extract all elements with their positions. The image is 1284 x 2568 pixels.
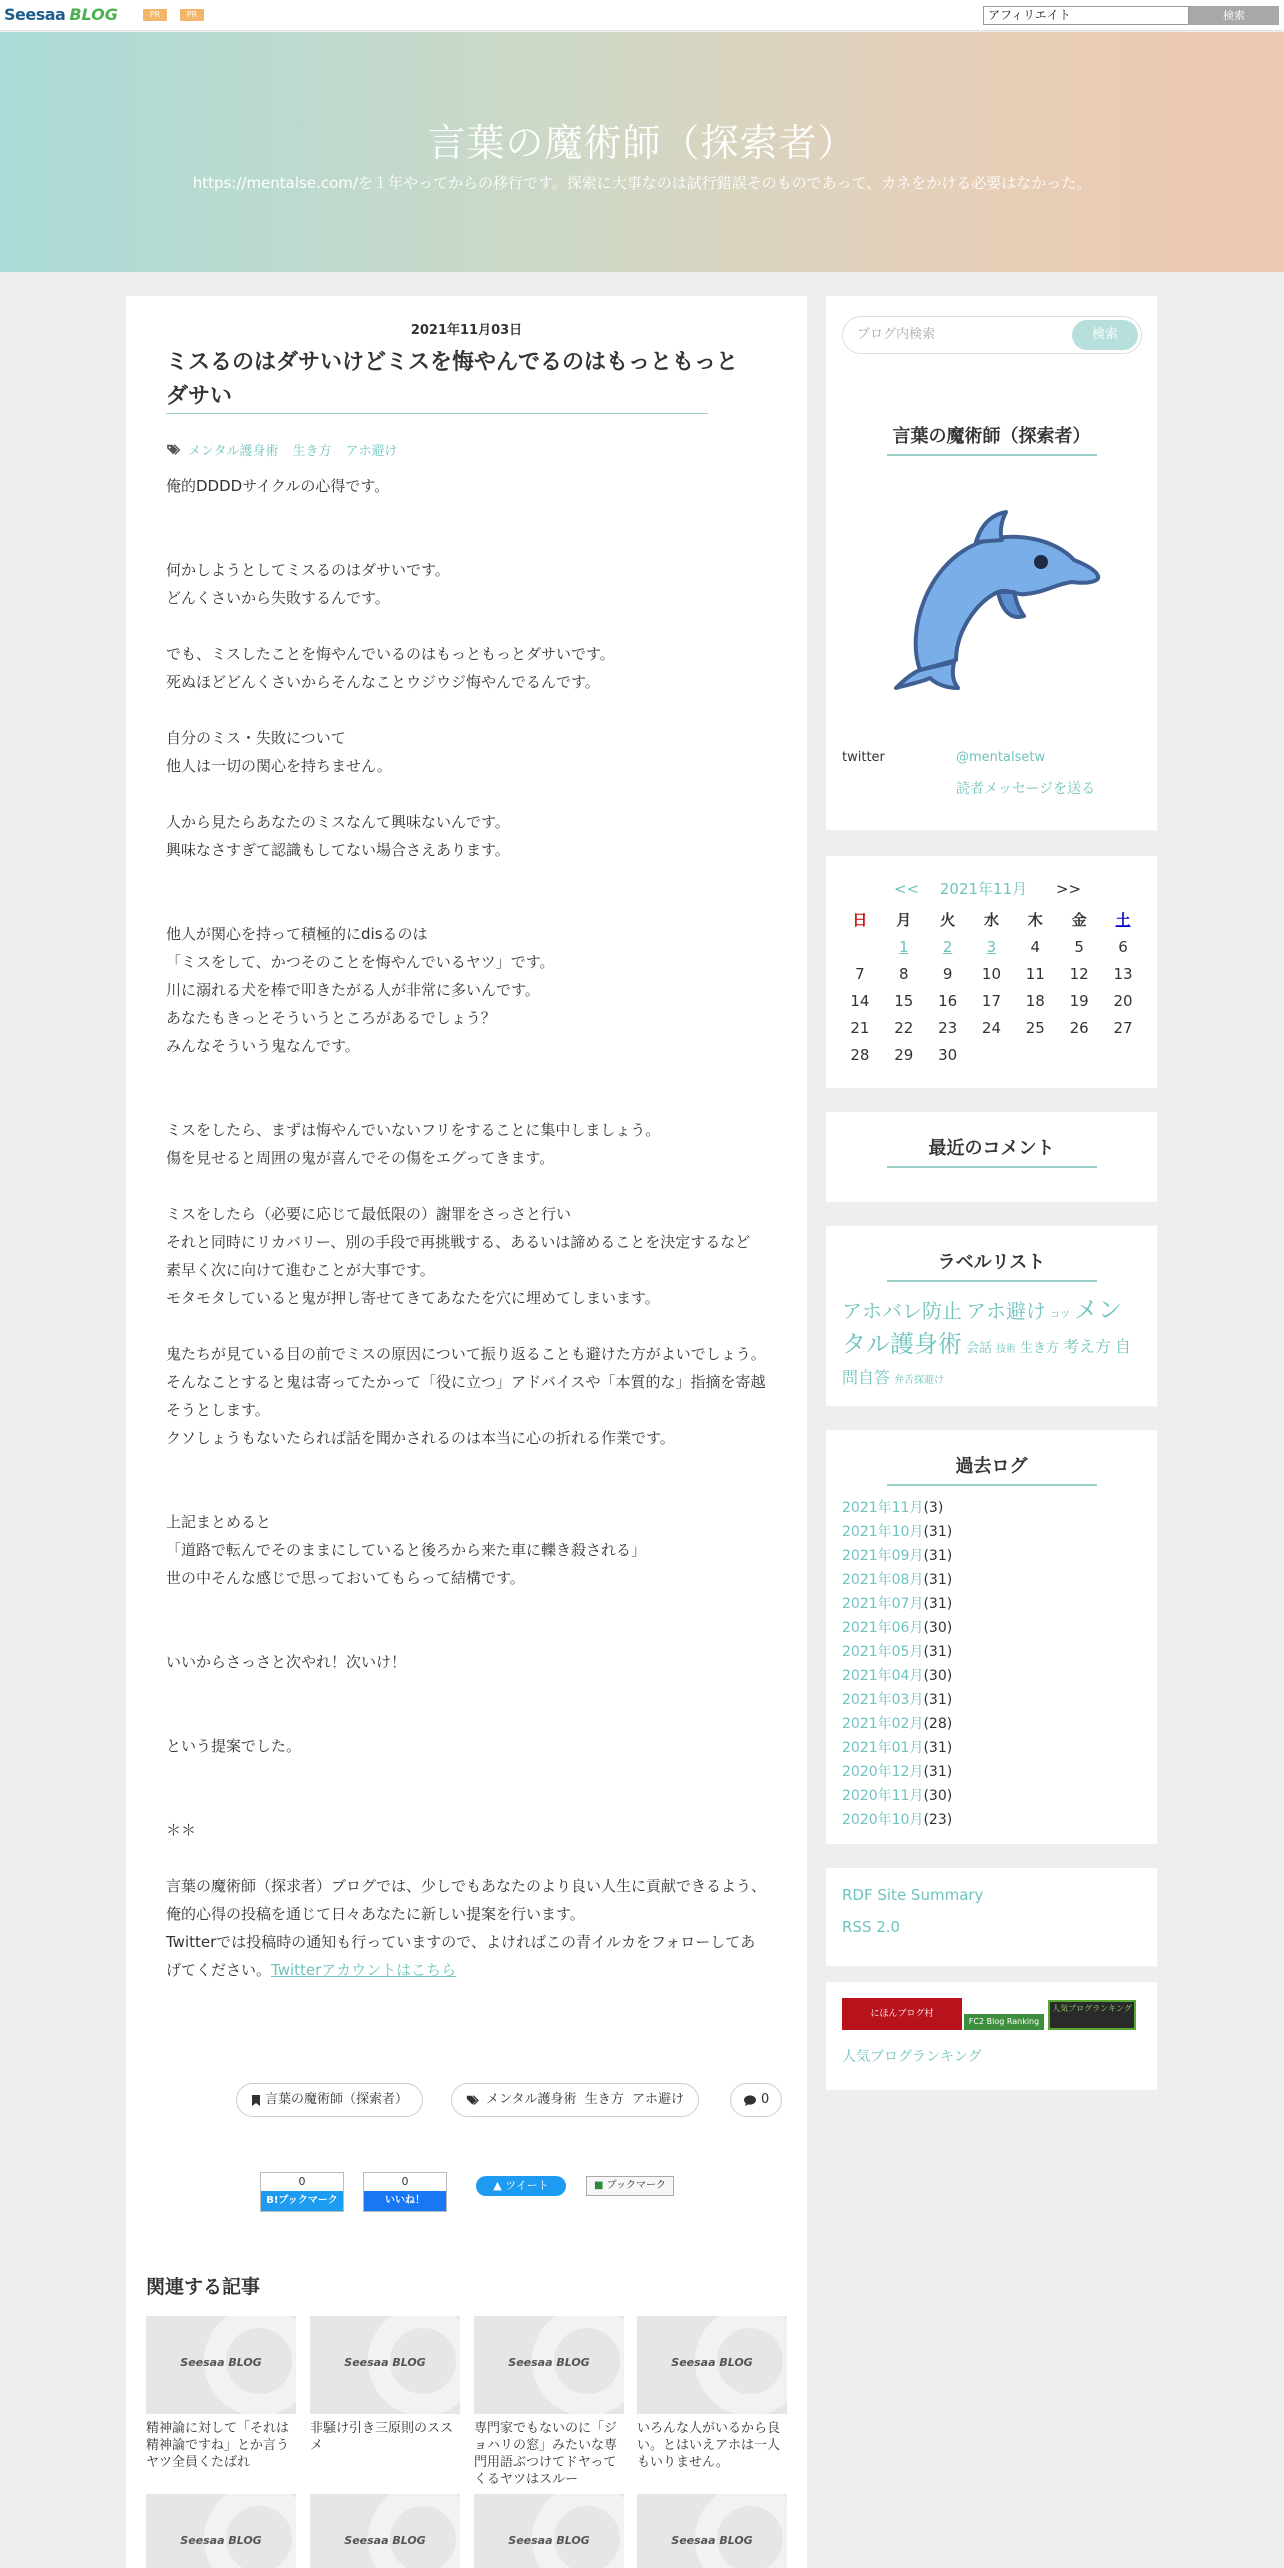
calendar-weekday: 月 bbox=[896, 911, 912, 929]
recent-comments-heading: 最近のコメント bbox=[928, 1138, 1055, 1159]
post-paragraph: ＊＊ bbox=[166, 1821, 197, 1839]
archive-item bbox=[842, 1544, 952, 1568]
post-paragraph: 言葉の魔術師（探求者）ブログでは、少しでもあなたのより良い人生に貢献できるよう、俺的心得の投稿を通じて日々あなたに新しい提案を行います。 bbox=[166, 1877, 767, 1923]
post-blank-line bbox=[166, 780, 766, 808]
tweet-label: ツイート bbox=[505, 2179, 549, 2192]
thumbnail-logo: Seesaa BLOG bbox=[671, 2534, 753, 2547]
post-paragraph: ミスをしたら、まずは悔やんでいないフリをすることに集中しましょう。 bbox=[166, 1121, 661, 1139]
thumbnail-logo: Seesaa BLOG bbox=[344, 2356, 426, 2369]
top-search-input[interactable]: アフィリエイト bbox=[983, 6, 1189, 25]
archive-count: (31) bbox=[923, 1644, 953, 1660]
related-post[interactable] bbox=[474, 2494, 624, 2568]
post-paragraph: いいからさっさと次やれ！次いけ！ bbox=[166, 1653, 407, 1671]
hatena-label: B!ブックマーク bbox=[261, 2191, 343, 2211]
calendar-day: 24 bbox=[981, 1018, 1001, 1037]
nihon-blogmura-banner[interactable]: にほんブログ村 bbox=[842, 1998, 962, 2030]
calendar-day: 22 bbox=[894, 1018, 914, 1037]
label-link[interactable]: コツ bbox=[1050, 1310, 1070, 1321]
closing-text: Twitterでは投稿時の通知も行っていますので、よければこの青イルカをフォローしてあげてください。 bbox=[166, 1933, 756, 1979]
sidebar-calendar bbox=[826, 856, 1157, 1088]
related-thumbnail bbox=[146, 2316, 296, 2414]
related-thumbnail bbox=[310, 2316, 460, 2414]
calendar-table bbox=[838, 906, 1145, 1068]
label-link[interactable]: アホ避け bbox=[966, 1299, 1046, 1323]
tags-chip-label: メンタル護身術 生き方 アホ避け bbox=[486, 2092, 685, 2107]
seesaa-topbar bbox=[0, 0, 1284, 31]
calendar-day[interactable]: 1 bbox=[898, 937, 909, 956]
pr-badge[interactable]: PR bbox=[180, 9, 204, 21]
calendar-day: 18 bbox=[1025, 991, 1045, 1010]
calendar-empty bbox=[838, 933, 882, 960]
facebook-like-button[interactable] bbox=[363, 2172, 447, 2212]
post-paragraph: 「ミスをして、かつそのことを悔やんでいるヤツ」です。 bbox=[166, 953, 555, 971]
related-thumbnail bbox=[310, 2494, 460, 2568]
calendar-day: 16 bbox=[938, 991, 958, 1010]
sidebar-rss bbox=[826, 1868, 1157, 1966]
related-thumbnail bbox=[637, 2494, 787, 2568]
archive-count: (31) bbox=[923, 1572, 953, 1588]
post-paragraph: あなたもきっとそういうところがあるでしょう？ bbox=[166, 1009, 496, 1027]
calendar-day: 5 bbox=[1074, 937, 1084, 956]
calendar-empty bbox=[970, 1041, 1014, 1068]
label-link[interactable]: 技術 bbox=[996, 1344, 1017, 1355]
label-link[interactable]: 会話 bbox=[966, 1341, 993, 1356]
post-blank-line bbox=[166, 1620, 766, 1648]
dolphin-avatar-icon bbox=[886, 492, 1106, 692]
related-thumbnail bbox=[146, 2494, 296, 2568]
post-blank-line bbox=[166, 1452, 766, 1480]
post-blank-line bbox=[166, 1088, 766, 1116]
share-buttons bbox=[126, 2172, 807, 2212]
archive-month-link[interactable]: 2021年09月 bbox=[842, 1548, 924, 1564]
calendar-day: 21 bbox=[850, 1018, 870, 1037]
label-link[interactable]: アホバレ防止 bbox=[842, 1299, 962, 1323]
archive-month-link[interactable]: 2021年11月 bbox=[842, 1500, 924, 1516]
post-paragraph: 鬼たちが見ている目の前でミスの原因について振り返ることも避けた方がよいでしょう。 bbox=[166, 1345, 766, 1363]
post-closing bbox=[166, 1928, 766, 1984]
related-posts-heading: 関連する記事 bbox=[146, 2276, 261, 2298]
calendar-weekday: 土 bbox=[1115, 911, 1131, 929]
post-paragraph: 川に溺れる犬を棒で叩きたがる人が非常に多いんです。 bbox=[166, 981, 540, 999]
related-post-title: 専門家でもないのに「ジョハリの窓」みたいな専門用語ぶつけてドヤってくるヤツはスルー bbox=[474, 2421, 618, 2487]
post-blank-line bbox=[166, 612, 766, 640]
thumbnail-logo: Seesaa BLOG bbox=[344, 2534, 426, 2547]
post-paragraph: 素早く次に向けて進むことが大事です。 bbox=[166, 1261, 435, 1279]
related-post[interactable] bbox=[637, 2494, 787, 2568]
archive-month-link[interactable]: 2021年05月 bbox=[842, 1644, 924, 1660]
calendar-day: 27 bbox=[1113, 1018, 1133, 1037]
related-post[interactable] bbox=[474, 2316, 624, 2488]
calendar-day: 17 bbox=[981, 991, 1001, 1010]
related-thumbnail bbox=[637, 2316, 787, 2414]
logo-seesaa-text: Seesaa bbox=[4, 4, 66, 24]
bookmark-icon bbox=[251, 2094, 261, 2107]
archive-item bbox=[842, 1520, 952, 1544]
calendar-day: 6 bbox=[1118, 937, 1128, 956]
archive-month-link[interactable]: 2020年10月 bbox=[842, 1812, 924, 1828]
related-post[interactable] bbox=[146, 2494, 296, 2568]
calendar-day: 13 bbox=[1113, 964, 1133, 983]
twitter-handle-link[interactable]: @mentalsetw bbox=[956, 750, 1046, 765]
post-paragraph: モタモタしていると鬼が押し寄せてきてあなたを穴に埋めてしまいます。 bbox=[166, 1289, 660, 1307]
top-search-button[interactable]: 検索 bbox=[1189, 6, 1279, 25]
thumbnail-decoration bbox=[532, 2494, 624, 2568]
label-link[interactable]: 生き方 bbox=[1020, 1341, 1060, 1356]
label-cloud bbox=[842, 1296, 1142, 1395]
archive-item bbox=[842, 1688, 952, 1712]
related-post[interactable] bbox=[310, 2316, 460, 2454]
main-column bbox=[126, 296, 807, 2568]
archive-count: (31) bbox=[923, 1740, 953, 1756]
post-blank-line bbox=[166, 1760, 766, 1788]
calendar-day: 12 bbox=[1069, 964, 1089, 983]
archive-count: (3) bbox=[923, 1500, 944, 1516]
archive-month-link[interactable]: 2021年04月 bbox=[842, 1668, 924, 1684]
blog-search-button[interactable]: 検索 bbox=[1072, 320, 1138, 350]
post-blank-line bbox=[166, 696, 766, 724]
thumbnail-logo: Seesaa BLOG bbox=[180, 2356, 262, 2369]
comment-count: 0 bbox=[761, 2092, 770, 2107]
archive-month-link[interactable]: 2021年03月 bbox=[842, 1692, 924, 1708]
archive-count: (30) bbox=[923, 1788, 953, 1804]
calendar-weekday: 水 bbox=[983, 911, 999, 929]
related-post-title: 非騒け引き三原則のススメ bbox=[310, 2421, 454, 2453]
twitter-account-link[interactable]: Twitterアカウントはこちら bbox=[271, 1961, 457, 1979]
archive-heading: 過去ログ bbox=[955, 1456, 1028, 1477]
tags-icon bbox=[466, 2094, 482, 2107]
archive-month-link[interactable]: 2020年11月 bbox=[842, 1788, 924, 1804]
archive-month-link[interactable]: 2021年02月 bbox=[842, 1716, 924, 1732]
calendar-day: 20 bbox=[1113, 991, 1133, 1010]
sidebar-label-list bbox=[826, 1226, 1157, 1406]
post-body bbox=[166, 472, 766, 1984]
post-paragraph: 人から見たらあなたのミスなんて興味ないんです。 bbox=[166, 813, 510, 831]
post-blank-line bbox=[166, 1844, 766, 1872]
post-blank-line bbox=[166, 1704, 766, 1732]
title-underline bbox=[166, 413, 708, 414]
related-post[interactable] bbox=[637, 2316, 787, 2471]
post-paragraph: という提案でした。 bbox=[166, 1737, 302, 1755]
archive-item bbox=[842, 1568, 952, 1592]
heading-underline bbox=[887, 1166, 1097, 1168]
calendar-empty bbox=[1057, 1041, 1101, 1068]
archive-count: (31) bbox=[923, 1764, 953, 1780]
calendar-day: 11 bbox=[1025, 964, 1045, 983]
bookmark-button[interactable] bbox=[586, 2176, 674, 2196]
post-blank-line bbox=[166, 1592, 766, 1620]
post-blank-line bbox=[166, 892, 766, 920]
post-blank-line bbox=[166, 1788, 766, 1816]
fc2-ranking-banner[interactable]: FC2 Blog Ranking bbox=[964, 2014, 1044, 2030]
archive-item bbox=[842, 1808, 952, 1832]
sidebar-search bbox=[826, 296, 1157, 400]
profile-heading: 言葉の魔術師（探索者） bbox=[892, 426, 1091, 447]
calendar-day: 15 bbox=[894, 991, 914, 1010]
related-thumbnail bbox=[474, 2316, 624, 2414]
rdf-link[interactable]: RDF Site Summary bbox=[842, 1886, 984, 1904]
blog-search-input[interactable]: ブログ内検索 bbox=[842, 316, 1142, 354]
pr-badge[interactable]: PR bbox=[143, 9, 167, 21]
calendar-day: 30 bbox=[938, 1045, 958, 1064]
hatena-count: 0 bbox=[298, 2175, 306, 2188]
post-paragraph: 他人が関心を持って積極的にdisるのは bbox=[166, 925, 428, 943]
sidebar-profile bbox=[826, 400, 1157, 830]
heading-underline bbox=[887, 1280, 1097, 1282]
post-footer-chips bbox=[126, 2083, 807, 2117]
calendar-weekday: 金 bbox=[1071, 911, 1087, 929]
label-link[interactable]: メンタル護身術 bbox=[842, 1296, 1122, 1358]
archive-count: (31) bbox=[923, 1692, 953, 1708]
archive-item bbox=[842, 1592, 952, 1616]
heading-underline bbox=[887, 1484, 1097, 1486]
calendar-day: 23 bbox=[938, 1018, 958, 1037]
twitter-bird-icon: ▲ bbox=[493, 2179, 506, 2192]
post-tags bbox=[166, 440, 412, 459]
post-blank-line bbox=[166, 1172, 766, 1200]
label-link[interactable]: 考え方 bbox=[1063, 1337, 1112, 1356]
archive-item bbox=[842, 1496, 952, 1520]
calendar-day: 7 bbox=[855, 964, 865, 983]
calendar-month-link[interactable]: 2021年11月 bbox=[939, 880, 1028, 898]
sidebar-recent-comments bbox=[826, 1112, 1157, 1202]
archive-month-link[interactable]: 2021年07月 bbox=[842, 1596, 924, 1612]
sidebar-ranking bbox=[826, 1982, 1157, 2090]
calendar-next[interactable]: >> bbox=[1055, 880, 1082, 898]
calendar-day[interactable]: 3 bbox=[986, 937, 997, 956]
related-thumbnail bbox=[474, 2494, 624, 2568]
related-post-title: 精神論に対して「それは精神論ですね」とか言うヤツ全員くたばれ bbox=[146, 2421, 290, 2470]
twitter-label: twitter bbox=[842, 750, 885, 765]
calendar-empty bbox=[1013, 1041, 1057, 1068]
popular-blog-ranking-link[interactable]: 人気ブログランキング bbox=[842, 2049, 982, 2065]
archive-list bbox=[842, 1496, 952, 1832]
archive-month-link[interactable]: 2021年08月 bbox=[842, 1572, 924, 1588]
post-date: 2021年11月03日 bbox=[410, 323, 523, 338]
thumbnail-logo: Seesaa BLOG bbox=[180, 2534, 262, 2547]
post-blank-line bbox=[166, 500, 766, 528]
post-paragraph: 興味なさすぎて認識もしてない場合さえあります。 bbox=[166, 841, 510, 859]
rss2-link[interactable]: RSS 2.0 bbox=[842, 1918, 901, 1936]
comments-chip[interactable] bbox=[730, 2083, 782, 2117]
post-paragraph: 世の中そんな感じで思っておいてもらって結構です。 bbox=[166, 1569, 525, 1587]
thumbnail-decoration bbox=[368, 2494, 460, 2568]
label-link[interactable]: 弁舌探避け bbox=[894, 1375, 945, 1386]
archive-count: (30) bbox=[923, 1668, 953, 1684]
post-paragraph: 何かしようとしてミスるのはダサいです。 bbox=[166, 561, 450, 579]
calendar-day: 19 bbox=[1069, 991, 1089, 1010]
calendar-prev-link[interactable]: << bbox=[893, 880, 920, 898]
bookmark-icon: ■ bbox=[594, 2180, 604, 2191]
tags-chip[interactable] bbox=[451, 2083, 699, 2117]
hatena-bookmark-button[interactable] bbox=[260, 2172, 344, 2212]
post-paragraph: 他人は一切の関心を持ちません。 bbox=[166, 757, 392, 775]
comment-icon bbox=[743, 2094, 757, 2107]
bookmark-label: ブックマーク bbox=[606, 2180, 666, 2191]
archive-count: (28) bbox=[923, 1716, 953, 1732]
calendar-weekday: 木 bbox=[1027, 911, 1043, 929]
post-paragraph: どんくさいから失敗するんです。 bbox=[166, 589, 390, 607]
post-paragraph: クソしょうもないたられば話を聞かされるのは本当に心の折れる作業です。 bbox=[166, 1429, 675, 1447]
archive-month-link[interactable]: 2021年01月 bbox=[842, 1740, 924, 1756]
facebook-count: 0 bbox=[401, 2175, 409, 2188]
blog-category-label: 言葉の魔術師（探索者） bbox=[265, 2092, 409, 2107]
archive-month-link[interactable]: 2021年06月 bbox=[842, 1620, 924, 1636]
post-title[interactable]: ミスるのはダサいけどミスを悔やんでるのはもっともっとダサい bbox=[166, 350, 739, 409]
related-post[interactable] bbox=[146, 2316, 296, 2471]
post-blank-line bbox=[166, 1480, 766, 1508]
tag-link[interactable]: アホ避け bbox=[345, 444, 398, 459]
post-paragraph: でも、ミスしたことを悔やんでいるのはもっともっとダサいです。 bbox=[166, 645, 615, 663]
post-blank-line bbox=[166, 864, 766, 892]
thumbnail-logo: Seesaa BLOG bbox=[508, 2534, 590, 2547]
blog-category-chip[interactable] bbox=[236, 2083, 423, 2117]
calendar-day: 8 bbox=[898, 964, 909, 983]
seesaa-blog-logo[interactable] bbox=[4, 3, 118, 25]
archive-item bbox=[842, 1640, 952, 1664]
archive-count: (31) bbox=[923, 1524, 953, 1540]
calendar-day: 25 bbox=[1025, 1018, 1045, 1037]
thumbnail-logo: Seesaa BLOG bbox=[508, 2356, 590, 2369]
tag-link[interactable]: メンタル護身術 bbox=[188, 444, 279, 459]
calendar-day: 10 bbox=[981, 964, 1001, 983]
archive-item bbox=[842, 1664, 952, 1688]
post-paragraph: 傷を見せると周囲の鬼が喜んでその傷をエグってきます。 bbox=[166, 1149, 555, 1167]
tags-icon bbox=[166, 443, 184, 457]
label-link[interactable]: 自問自答 bbox=[842, 1337, 1132, 1387]
related-post-title: いろんな人がいるから良い。とはいえアホは一人もいりません。 bbox=[637, 2421, 781, 2470]
thumbnail-decoration bbox=[204, 2494, 296, 2568]
calendar-header bbox=[826, 878, 1157, 899]
related-post[interactable] bbox=[310, 2494, 460, 2568]
tweet-button[interactable] bbox=[476, 2176, 566, 2196]
heading-underline bbox=[887, 454, 1097, 456]
calendar-day: 9 bbox=[942, 964, 953, 983]
post-blank-line bbox=[166, 1676, 766, 1704]
archive-item bbox=[842, 1616, 952, 1640]
logo-blog-text: BLOG bbox=[69, 4, 118, 24]
post-paragraph: 上記まとめると bbox=[166, 1513, 272, 1531]
tag-link[interactable]: 生き方 bbox=[292, 444, 332, 459]
post-paragraph: それと同時にリカバリー、別の手段で再挑戦する、あるいは諦めることを決定するなど bbox=[166, 1233, 751, 1251]
blog-header bbox=[0, 32, 1284, 272]
post-blank-line bbox=[166, 1060, 766, 1088]
site-title[interactable]: 言葉の魔術師（探索者） bbox=[427, 121, 857, 165]
label-list-heading: ラベルリスト bbox=[937, 1252, 1046, 1273]
calendar-day: 28 bbox=[850, 1045, 870, 1064]
facebook-label: いいね！ bbox=[364, 2191, 446, 2211]
archive-item bbox=[842, 1736, 952, 1760]
post-paragraph: そんなことすると鬼は寄ってたかって「役に立つ」アドバイスや「本質的な」指摘を寄越そうとします。 bbox=[166, 1373, 766, 1419]
post-paragraph: 「道路で転んでそのままにしていると後ろから来た車に轢き殺される」 bbox=[166, 1541, 647, 1559]
calendar-day[interactable]: 2 bbox=[942, 937, 953, 956]
archive-month-link[interactable]: 2021年10月 bbox=[842, 1524, 924, 1540]
calendar-day: 14 bbox=[850, 991, 870, 1010]
archive-item bbox=[842, 1784, 952, 1808]
calendar-day: 26 bbox=[1069, 1018, 1089, 1037]
archive-count: (31) bbox=[923, 1548, 953, 1564]
post-paragraph: 死ぬほどどんくさいからそんなことウジウジ悔やんでるんです。 bbox=[166, 673, 600, 691]
post-blank-line bbox=[166, 1312, 766, 1340]
calendar-empty bbox=[1101, 1041, 1145, 1068]
reader-message-link[interactable]: 読者メッセージを送る bbox=[956, 781, 1096, 797]
popular-blog-ranking-banner[interactable]: 人気ブログランキング bbox=[1048, 2000, 1136, 2030]
calendar-weekday: 日 bbox=[852, 911, 868, 929]
calendar-day: 29 bbox=[894, 1045, 914, 1064]
sidebar-archive bbox=[826, 1430, 1157, 1844]
archive-count: (23) bbox=[923, 1812, 953, 1828]
post-paragraph: ミスをしたら（必要に応じて最低限の）謝罪をさっさと行い bbox=[166, 1205, 572, 1223]
archive-count: (30) bbox=[923, 1620, 953, 1636]
site-description: https://mentalse.com/を１年やってからの移行です。探索に大事なのは試行錯誤そのものであって、カネをかける必要はなかった。 bbox=[192, 174, 1092, 192]
calendar-weekday: 火 bbox=[940, 911, 956, 929]
archive-item bbox=[842, 1712, 952, 1736]
archive-item bbox=[842, 1760, 952, 1784]
thumbnail-logo: Seesaa BLOG bbox=[671, 2356, 753, 2369]
post-paragraph: 自分のミス・失敗について bbox=[166, 729, 346, 747]
post-blank-line bbox=[166, 528, 766, 556]
post-paragraph: 俺的DDDDサイクルの心得です。 bbox=[166, 477, 390, 495]
thumbnail-decoration bbox=[695, 2494, 787, 2568]
post-paragraph: みんなそういう鬼なんです。 bbox=[166, 1037, 360, 1055]
archive-month-link[interactable]: 2020年12月 bbox=[842, 1764, 924, 1780]
calendar-day: 4 bbox=[1030, 937, 1041, 956]
archive-count: (31) bbox=[923, 1596, 953, 1612]
